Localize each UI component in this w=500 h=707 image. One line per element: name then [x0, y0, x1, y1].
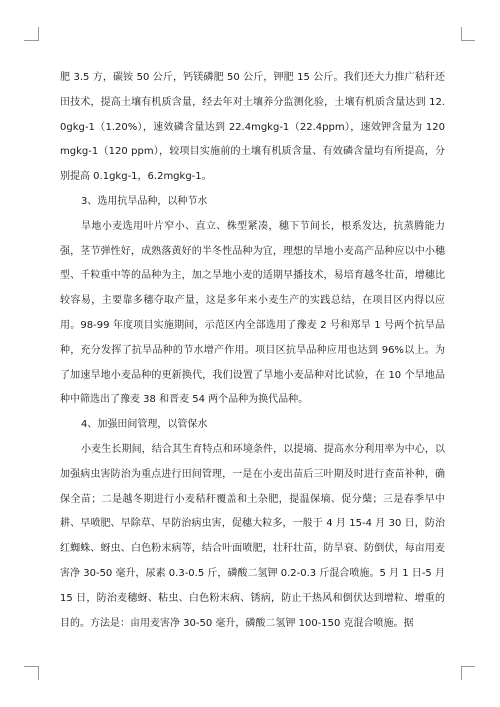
crop-mark-bottom-right-h [461, 666, 475, 667]
crop-mark-bottom-right-v [461, 666, 462, 680]
crop-mark-top-left-h [24, 40, 38, 41]
section-heading-drought-varieties: 3、选用抗旱品种，以种节水 [81, 195, 208, 207]
crop-mark-bottom-left-v [38, 666, 39, 680]
paragraph-fertilizer-soil: 肥 3.5 方，碳铵 50 公斤，钙镁磷肥 50 公斤，钾肥 15 公斤。我们还大力推广秸秆还田技术，提高土壤有机质含量，经去年对土壤养分监测化验，土壤有机质含量达到 12.0gkg-1（1.20%），速效磷含量达到 22.4mgkg-1（22.4ppm），速效钾含量为 120mgkg-1（120 ppm），较项目实施前的土壤有机质含量、有效磷含量均有所提高，分别提高 0.1gkg-1，6.2mgkg-1。 [60, 72, 445, 183]
document-body [60, 66, 445, 636]
paragraph-drought-varieties: 旱地小麦选用叶片窄小、直立、株型紧凑，穗下节间长，根系发达，抗蒸腾能力强，茎节弹性好，成熟落黄好的半冬性品种为宜，理想的旱地小麦高产品种应以中小穗型、千粒重中等的品种为主，加之旱地小麦的适期早播技术，易培育越冬壮苗，增穗比较容易，主要靠多穗夺取产量，这是多年来小麦生产的实践总结，在项目区内得以应用。98-99 年度项目实施期间，示范区内全部选用了豫麦 2 号和郑旱 1 号两个抗旱品种，充分发挥了抗旱品种的节水增产作用。项目区抗旱品种应用也达到 96%以上。为了加速旱地小麦品种的更新换代，我们设置了旱地小麦品种对比试验，在 10 个旱地品种中筛选出了豫麦 38 和晋麦 54 两个品种为换代品种。 [60, 220, 445, 406]
paragraph-field-management: 小麦生长期间，结合其生育特点和环境条件，以提墒、提高水分利用率为中心，以加强病虫害防治为重点进行田间管理，一是在小麦出苗后三叶期及时进行查苗补种，确保全苗；二是越冬期进行小麦秸秆覆盖和土杂肥，提温保墒、促分蘖；三是春季早中耕、早喷肥、早除草、早防治病虫害，促穗大粒多，一般于 4 月 15-4 月 30 日，防治红蜘蛛、蚜虫、白色粉末病等，结合叶面喷肥，壮秆壮苗，防旱衰、防倒伏，每亩用麦害净 30-50 毫升，尿素 0.3-0.5 斤，磷酸二氢钾 0.2-0.3 斤混合喷施。5 月 1 日-5 月 15 日，防治麦穗蚜、粘虫、白色粉末病、锈病，防止干热风和倒伏达到增粒、增重的目的。方法是：亩用麦害净 30-50 毫升，磷酸二氢钾 100-150 克混合喷施。据 [60, 443, 445, 629]
crop-mark-top-right-h [461, 40, 475, 41]
section-heading-field-management: 4、加强田间管理，以管保水 [81, 419, 208, 431]
crop-mark-top-right-v [461, 27, 462, 41]
crop-mark-top-left-v [38, 27, 39, 41]
crop-mark-bottom-left-h [24, 666, 38, 667]
